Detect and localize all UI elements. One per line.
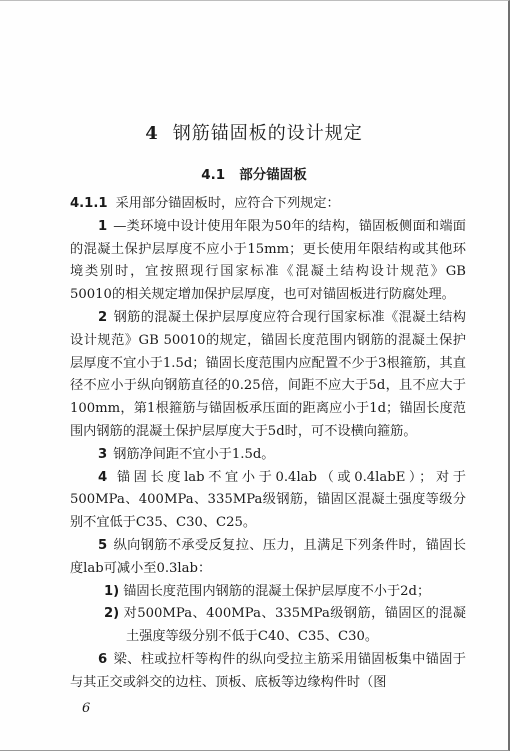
- section-heading: [0, 163, 508, 183]
- item-number: 1: [98, 218, 108, 234]
- item-text: —类环境中设计使用年限为50年的结构，锚固板侧面和端面的混凝土保护层厚度不应小于15mm；更长使用年限结构或其他环境类别时，宜按照现行国家标准《混凝土结构设计规范》GB 50010的相关规定增加保护层厚度，也可对锚固板进行防腐处理。: [70, 218, 466, 303]
- document-body: [70, 193, 466, 695]
- chapter-number: 4: [145, 123, 159, 144]
- item-text: 梁、柱或拉杆等构件的纵向受拉主筋采用锚固板集中锚固于与其正交或斜交的边柱、顶板、底板等边缘构件时（图: [70, 651, 466, 690]
- list-item: [70, 444, 466, 467]
- item-text: 钢筋的混凝土保护层厚度应符合现行国家标准《混凝土结构设计规范》GB 50010的规定，锚固长度范围内钢筋的混凝土保护层厚度不宜小于1.5d；锚固长度范围内应配置不少于3根箍筋，其直径不应小于纵向钢筋直径的0.25倍，间距不应大于5d，且不应大于100mm，第1根箍筋与锚固板承压面的距离应小于1d；锚固长度范围内钢筋的混凝土保护层厚度大于5d时，可不设横向箍筋。: [70, 309, 466, 439]
- item-number: 4: [98, 469, 108, 485]
- sub-list-item: [70, 581, 466, 604]
- subitem-text: 锚固长度范围内钢筋的混凝土保护层厚度不小于2d；: [123, 583, 431, 599]
- chapter-heading: [0, 119, 508, 145]
- item-text: 纵向钢筋不承受反复拉、压力，且满足下列条件时，锚固长度lab可减小至0.3lab：: [70, 537, 466, 576]
- sub-list-item: [70, 603, 466, 649]
- item-text: 锚固长度lab不宜小于0.4lab（或0.4labE）；对于500MPa、400MPa、335MPa级钢筋，锚固区混凝土强度等级分别不宜低于C35、C30、C25。: [70, 469, 466, 531]
- clause-paragraph: [70, 193, 466, 216]
- list-item: [70, 467, 466, 535]
- clause-text: 采用部分锚固板时，应符合下列规定：: [115, 196, 340, 211]
- list-item: [70, 307, 466, 444]
- item-number: 3: [98, 446, 108, 462]
- list-item: [70, 649, 466, 695]
- subitem-text: 对500MPa、400MPa、335MPa级钢筋，锚固区的混凝土强度等级分别不低于C40、C35、C30。: [123, 606, 466, 645]
- subitem-number: 1): [104, 583, 120, 599]
- chapter-title: 钢筋锚固板的设计规定: [172, 123, 363, 144]
- item-number: 5: [98, 537, 108, 553]
- item-number: 6: [98, 651, 108, 667]
- list-item: [70, 216, 466, 307]
- page-number: 6: [82, 701, 91, 716]
- item-text: 钢筋净间距不宜小于1.5d。: [113, 446, 275, 462]
- item-number: 2: [98, 309, 108, 325]
- list-item: [70, 535, 466, 581]
- clause-number: 4.1.1: [70, 196, 108, 211]
- section-title: 部分锚固板: [239, 167, 307, 183]
- section-number: 4.1: [201, 167, 226, 183]
- subitem-number: 2): [104, 606, 120, 622]
